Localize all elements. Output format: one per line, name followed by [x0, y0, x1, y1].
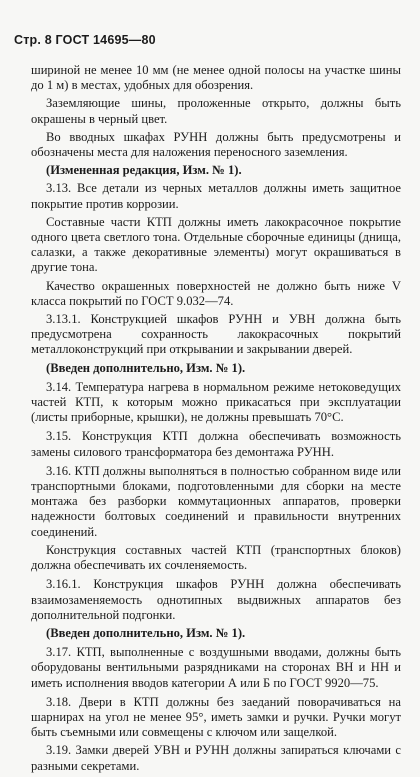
amendment-note: (Введен дополнительно, Изм. № 1).: [46, 625, 246, 640]
clause-3-16-1: 3.16.1. Конструкция шкафов РУНН должна обеспечивать взаимозаменяемость однотипных выдвижных аппаратов без дополнительной подгонки.: [31, 577, 401, 622]
paragraph: Качество окрашенных поверхностей не должно быть ниже V класса покрытий по ГОСТ 9.032—74.: [31, 278, 401, 308]
paragraph: Составные части КТП должны иметь лакокрасочное покрытие одного цвета светлого тона. Отдельные сборочные единицы (днища, салазки, а также декоративные элементы) могут окрашиваться в другие тона.: [31, 214, 401, 275]
clause-3-13: 3.13. Все детали из черных металлов должны иметь защитное покрытие против коррозии.: [31, 181, 401, 211]
clause-3-19: 3.19. Замки дверей УВН и РУНН должны запираться ключами с разными секретами.: [31, 743, 401, 773]
paragraph: Конструкция составных частей КТП (транспортных блоков) должна обеспечивать их сочленяемость.: [31, 542, 401, 573]
clause-3-15: 3.15. Конструкция КТП должна обеспечивать возможность замены силового трансформатора без демонтажа РУНН.: [31, 429, 401, 459]
amendment-note: (Введен дополнительно, Изм. № 1).: [46, 360, 246, 375]
clause-3-13-1: 3.13.1. Конструкцией шкафов РУНН и УВН должна быть предусмотрена сохранность лакокрасочных покрытий металлоконструкций при открывании и закрывании дверей.: [31, 312, 401, 357]
document-body: [31, 63, 401, 777]
paragraph: Во вводных шкафах РУНН должны быть предусмотрены и обозначены места для наложения переносного заземления.: [31, 129, 401, 160]
clause-3-16: 3.16. КТП должны выполняться в полностью собранном виде или транспортными блоками, подготовленными для сборки на месте монтажа без разборки коммутационных аппаратов, проверки надежности болтовых соединений и правильности внутренних соединений.: [31, 463, 401, 539]
amendment-note: (Измененная редакция, Изм. № 1).: [46, 163, 242, 178]
paragraph: Заземляющие шины, проложенные открыто, должны быть окрашены в черный цвет.: [31, 96, 401, 126]
clause-3-14: 3.14. Температура нагрева в нормальном режиме нетоковедущих частей КТП, к которым можно прикасаться при эксплуатации (листы приборные, крышки), не должны превышать 70°С.: [31, 379, 401, 425]
page-header: Стр. 8 ГОСТ 14695—80: [14, 33, 156, 47]
clause-3-17: 3.17. КТП, выполненные с воздушными вводами, должны быть оборудованы вентильными разрядниками на сторонах ВН и НН и иметь исполнения вводов категории А или Б по ГОСТ 9920—75.: [31, 645, 401, 690]
paragraph-continuation: шириной не менее 10 мм (не менее одной полосы на участке шины до 1 м) в местах, удобных для обозрения.: [31, 63, 401, 93]
clause-3-18: 3.18. Двери в КТП должны без заеданий поворачиваться на шарнирах на угол не менее 95°, иметь замки и ручки. Ручки могут быть съемными или совмещены с ключом или защелкой.: [31, 694, 401, 740]
